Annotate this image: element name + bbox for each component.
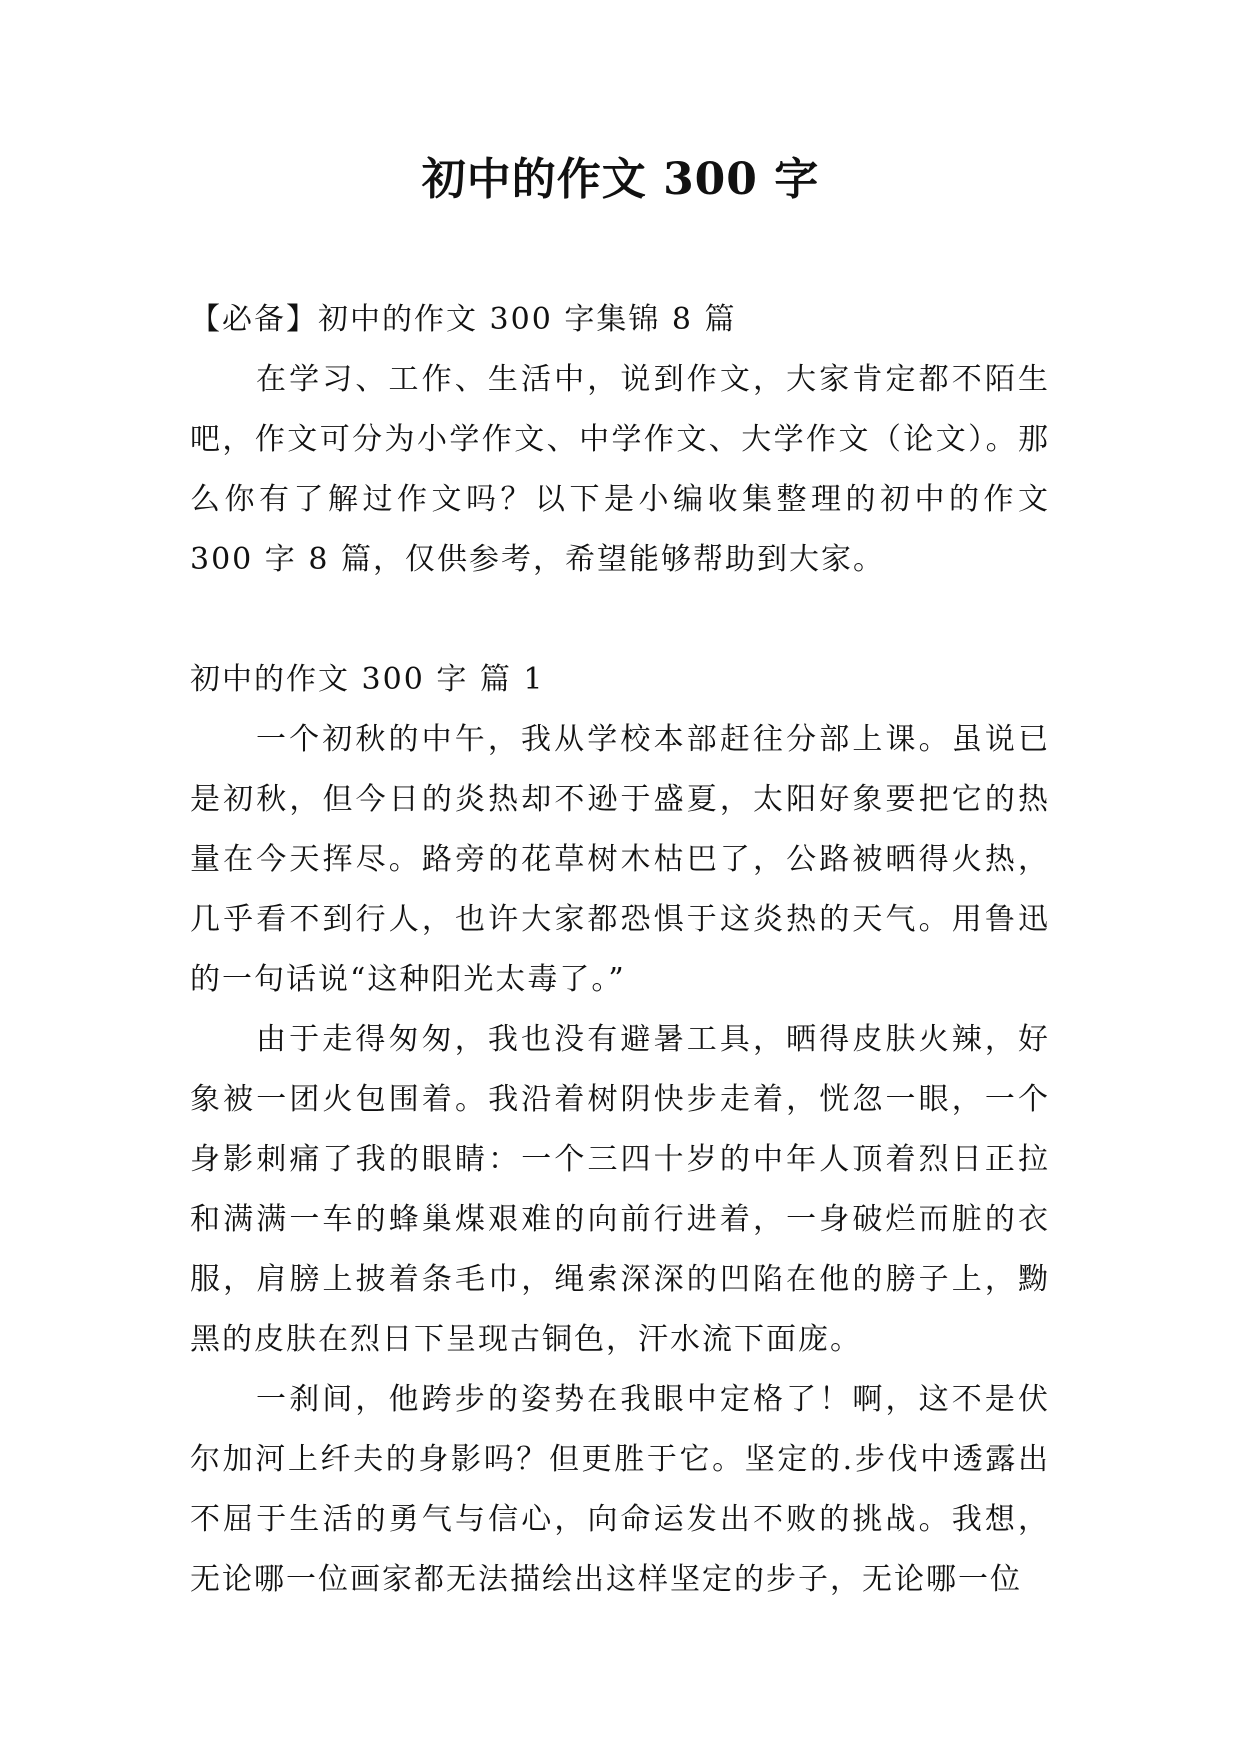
document-body: [190, 290, 1050, 1610]
body-paragraph: 由于走得匆匆，我也没有避暑工具，晒得皮肤火辣，好象被一团火包围着。我沿着树阴快步走着，恍忽一眼，一个身影刺痛了我的眼睛：一个三四十岁的中年人顶着烈日正拉和满满一车的蜂巢煤艰难的向前行进着，一身破烂而脏的衣服，肩膀上披着条毛巾，绳索深深的凹陷在他的膀子上，黝黑的皮肤在烈日下呈现古铜色，汗水流下面庞。: [190, 1022, 1050, 1357]
body-paragraph: 一刹间，他跨步的姿势在我眼中定格了！啊，这不是伏尔加河上纤夫的身影吗？但更胜于它。坚定的.步伐中透露出不屈于生活的勇气与信心，向命运发出不败的挑战。我想，无论哪一位画家都无法描绘出这样坚定的步子，无论哪一位: [190, 1382, 1050, 1597]
body-paragraph: 一个初秋的中午，我从学校本部赶往分部上课。虽说已是初秋，但今日的炎热却不逊于盛夏，太阳好象要把它的热量在今天挥尽。路旁的花草树木枯巴了，公路被晒得火热，几乎看不到行人，也许大家都恐惧于这炎热的天气。用鲁迅的一句话说“这种阳光太毒了。”: [190, 722, 1050, 997]
intro-paragraph: 在学习、工作、生活中，说到作文，大家肯定都不陌生吧，作文可分为小学作文、中学作文、大学作文（论文）。那么你有了解过作文吗？以下是小编收集整理的初中的作文 300 字 8 篇，仅供参考，希望能够帮助到大家。: [190, 362, 1050, 577]
document-title: 初中的作文 300 字: [421, 154, 820, 205]
document-subtitle: 【必备】初中的作文 300 字集锦 8 篇: [190, 302, 737, 337]
section-heading: 初中的作文 300 字 篇 1: [190, 662, 545, 697]
